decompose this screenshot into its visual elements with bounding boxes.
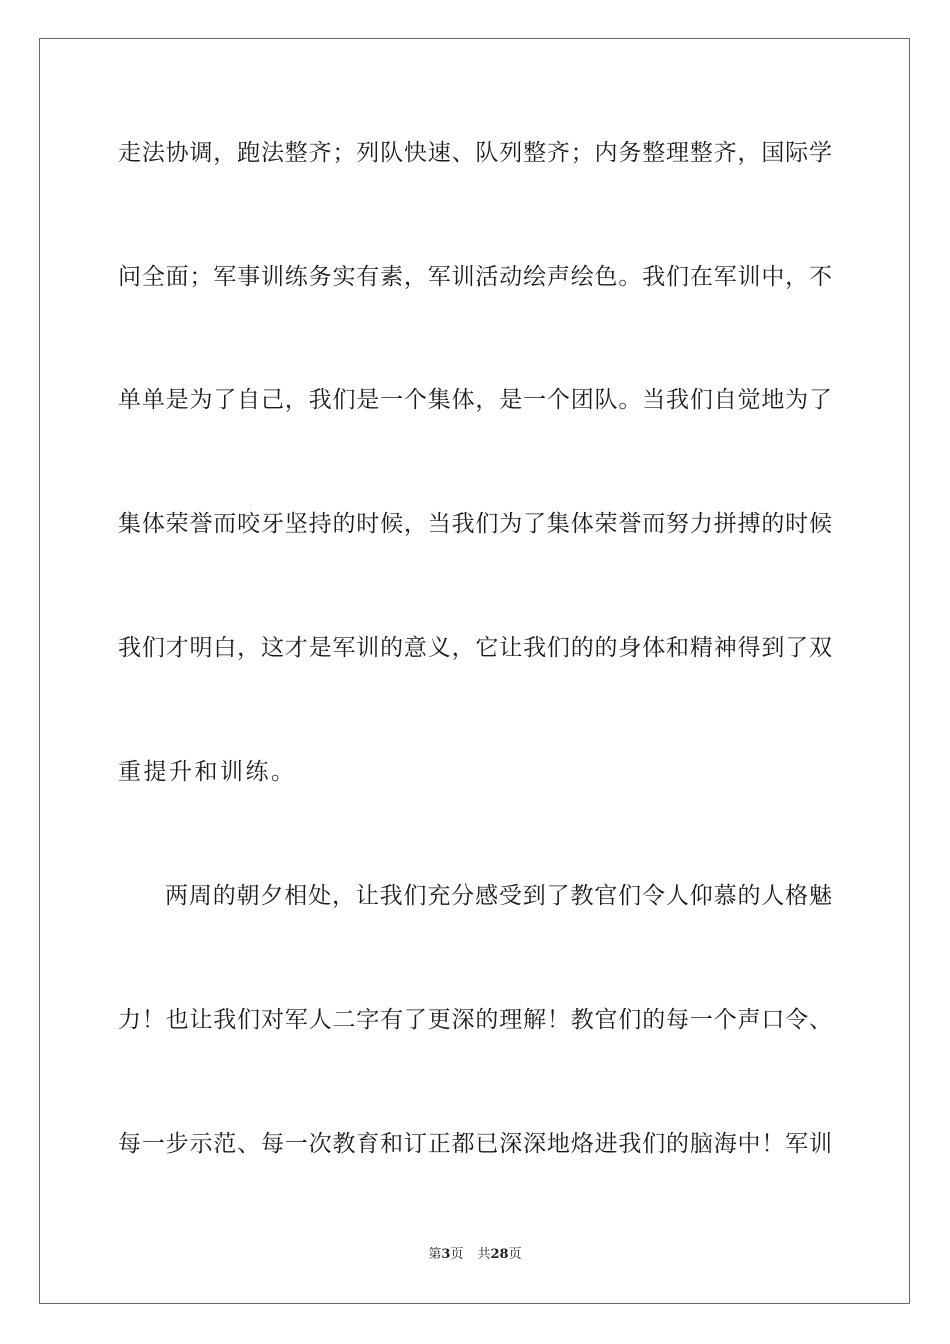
paragraph-line: 走法协调，跑法整齐；列队快速、队列整齐；内务整理整齐，国际学 <box>118 140 832 166</box>
paragraph-line: 重提升和训练。 <box>118 759 297 785</box>
paragraph-line: 问全面；军事训练务实有素，军训活动绘声绘色。我们在军训中，不 <box>118 264 832 290</box>
paragraph-line: 力！也让我们对军人二字有了更深的理解！教官们的每一个声口令、 <box>118 1007 832 1033</box>
page-number: 3 <box>441 1247 451 1262</box>
total-label-suffix: 页 <box>508 1247 522 1262</box>
page-label-suffix: 页 <box>450 1247 464 1262</box>
page-border <box>39 38 910 1304</box>
paragraph-line: 我们才明白，这才是军训的意义，它让我们的的身体和精神得到了双 <box>118 635 832 661</box>
total-pages: 28 <box>490 1247 509 1262</box>
paragraph-line: 两周的朝夕相处，让我们充分感受到了教官们令人仰慕的人格魅 <box>165 883 832 909</box>
paragraph-line: 单单是为了自己，我们是一个集体，是一个团队。当我们自觉地为了 <box>118 387 832 413</box>
page-footer <box>0 1246 950 1264</box>
total-label-prefix: 共 <box>477 1247 491 1262</box>
paragraph-line: 集体荣誉而咬牙坚持的时候，当我们为了集体荣誉而努力拼搏的时候 <box>118 511 832 537</box>
page-label-prefix: 第 <box>428 1247 442 1262</box>
paragraph-line: 每一步示范、每一次教育和订正都已深深地烙进我们的脑海中！军训 <box>118 1131 832 1157</box>
